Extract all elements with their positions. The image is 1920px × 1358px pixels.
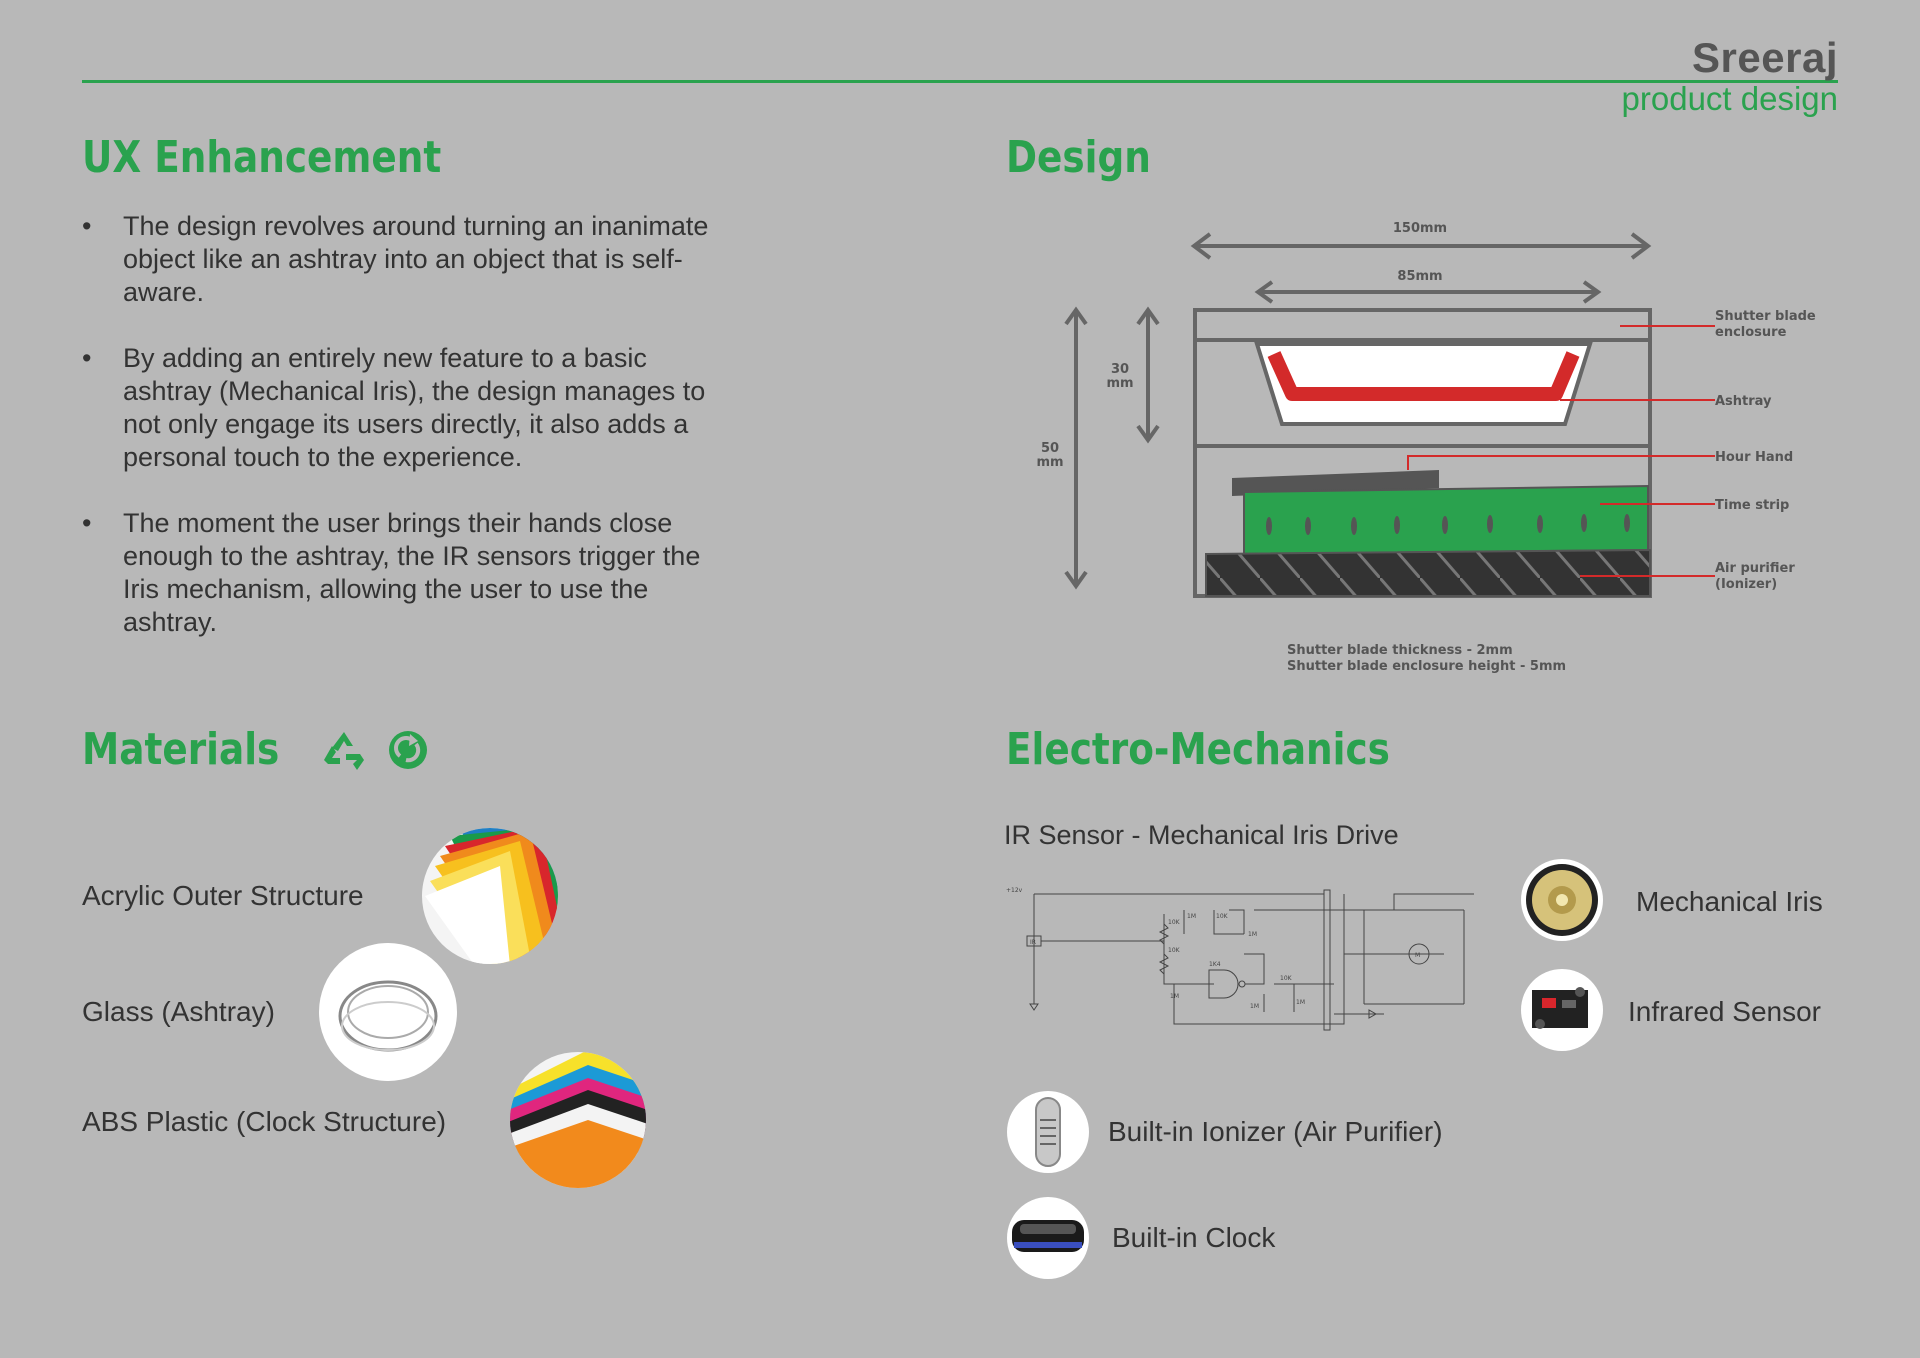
- dimension-50mm: [1036, 310, 1086, 586]
- material-label-glass: Glass (Ashtray): [82, 996, 275, 1027]
- callout-shutter: Shutter blade: [1715, 309, 1816, 324]
- ux-bullet: • The moment the user brings their hands close enough to the ashtray, the IR sensors trigger the Iris mechanism, allowing the user to use the ashtray.: [82, 507, 722, 639]
- ashtray-bowl: [1257, 344, 1590, 424]
- ux-bullet: • By adding an entirely new feature to a basic ashtray (Mechanical Iris), the design manages to not only engage its users directly, it also adds a personal touch to the experience.: [82, 342, 722, 474]
- infrared-sensor-image: [1520, 968, 1604, 1052]
- glass-ashtray-image: [318, 942, 458, 1082]
- materials-title: Materials: [82, 724, 280, 775]
- ionizer-image: [1006, 1090, 1090, 1174]
- brand-name: Sreeraj: [1692, 34, 1838, 81]
- dimension-150mm: [1194, 221, 1648, 258]
- part-label-iris: Mechanical Iris: [1636, 886, 1823, 917]
- circuit-subtitle: IR Sensor - Mechanical Iris Drive: [1004, 820, 1399, 850]
- svg-text:10K: 10K: [1168, 947, 1180, 954]
- svg-text:1M: 1M: [1250, 1003, 1259, 1010]
- header-divider: [82, 80, 1838, 83]
- part-label-ionizer: Built-in Ionizer (Air Purifier): [1108, 1116, 1443, 1147]
- material-label-abs: ABS Plastic (Clock Structure): [82, 1106, 447, 1137]
- svg-text:50: 50: [1040, 441, 1060, 456]
- clock-image: [1006, 1196, 1090, 1280]
- dimension-85mm: [1258, 269, 1598, 302]
- callout-time-strip: Time strip: [1715, 498, 1790, 513]
- ir-circuit-schematic: [1004, 874, 1484, 1034]
- svg-text:mm: mm: [1036, 455, 1064, 470]
- svg-text:30: 30: [1110, 362, 1130, 377]
- design-title: Design: [1006, 132, 1151, 183]
- ux-bullet-list: [82, 210, 722, 672]
- svg-text:10K: 10K: [1280, 975, 1292, 982]
- svg-text:enclosure: enclosure: [1715, 325, 1787, 340]
- electro-title: Electro-Mechanics: [1006, 724, 1390, 775]
- part-label-infrared: Infrared Sensor: [1628, 996, 1821, 1027]
- svg-text:1M: 1M: [1170, 993, 1179, 1000]
- part-label-clock: Built-in Clock: [1112, 1222, 1276, 1253]
- svg-text:1M: 1M: [1187, 913, 1196, 920]
- design-note-height: Shutter blade enclosure height - 5mm: [1287, 659, 1567, 674]
- green-dot-icon: [386, 728, 430, 772]
- callout-air-purifier: Air purifier: [1715, 561, 1795, 576]
- dimension-30mm: [1106, 310, 1158, 440]
- svg-text:(Ionizer): (Ionizer): [1715, 577, 1778, 592]
- material-label-acrylic: Acrylic Outer Structure: [82, 880, 364, 911]
- svg-text:10K: 10K: [1216, 913, 1228, 920]
- svg-text:1M: 1M: [1296, 999, 1305, 1006]
- design-cross-section-diagram: [1020, 210, 1840, 680]
- svg-text:M: M: [1415, 952, 1421, 959]
- svg-text:10K: 10K: [1168, 919, 1180, 926]
- svg-text:+12v: +12v: [1006, 887, 1023, 894]
- callout-ashtray: Ashtray: [1715, 394, 1772, 409]
- svg-text:1M: 1M: [1248, 931, 1257, 938]
- abs-plastic-sample-image: [508, 1050, 648, 1190]
- svg-text:1K4: 1K4: [1209, 961, 1221, 968]
- brand-subtitle: product design: [1621, 80, 1838, 117]
- svg-text:IR: IR: [1030, 939, 1036, 946]
- dim-150-label: 150mm: [1392, 221, 1448, 236]
- design-note-thickness: Shutter blade thickness - 2mm: [1287, 643, 1513, 658]
- dim-85-label: 85mm: [1397, 269, 1443, 284]
- ux-title: UX Enhancement: [82, 132, 442, 183]
- ux-bullet: • The design revolves around turning an inanimate object like an ashtray into an object that is self-aware.: [82, 210, 722, 309]
- air-purifier-base: [1206, 550, 1650, 596]
- callout-hour-hand: Hour Hand: [1715, 450, 1794, 465]
- mechanical-iris-image: [1520, 858, 1604, 942]
- svg-text:mm: mm: [1106, 376, 1134, 391]
- recycle-icon: [320, 730, 368, 772]
